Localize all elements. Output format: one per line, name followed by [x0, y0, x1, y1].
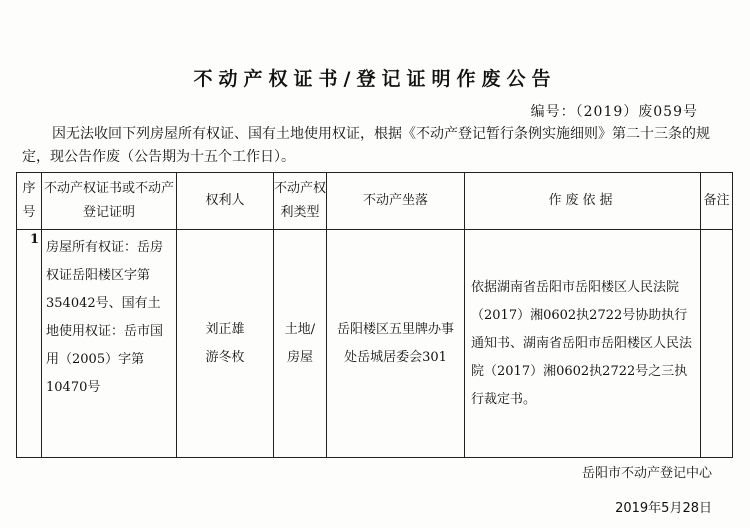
header-holder: 权利人 [177, 173, 274, 230]
cell-location: 岳阳楼区五里牌办事处岳城居委会301 [327, 230, 465, 458]
cell-basis: 依据湖南省岳阳市岳阳楼区人民法院（2017）湘0602执2722号协助执行通知书、湖南省岳阳市岳阳楼区人民法院（2017）湘0602执2722号之三执行裁定书。 [465, 230, 701, 458]
header-location: 不动产坐落 [327, 173, 465, 230]
notice-title: 不动产权证书/登记证明作废公告 [193, 68, 557, 90]
issuer-name: 岳阳市不动产登记中心 [581, 466, 712, 481]
issue-date: 2019年5月28日 [615, 501, 712, 516]
header-basis: 作废依据 [465, 173, 701, 230]
cell-right-type: 土地/房屋 [274, 230, 327, 458]
header-certificate: 不动产权证书或不动产登记证明 [42, 173, 177, 230]
header-seq: 序号 [17, 173, 42, 230]
document-number: 编号：（2019）废059号 [530, 104, 698, 120]
cell-remark [701, 230, 733, 458]
void-certificates-table [16, 172, 733, 458]
intro-paragraph: 因无法收回下列房屋所有权证、国有土地使用权证，根据《不动产登记暂行条例实施细则》第二十三条的规定，现公告作废（公告期为十五个工作日）。 [22, 126, 710, 165]
cell-certificate: 房屋所有权证：岳房权证岳阳楼区字第354042号、国有土地使用权证：岳市国用（2005）字第10470号 [42, 230, 177, 458]
header-right-type: 不动产权利类型 [274, 173, 327, 230]
cell-seq: 1 [17, 230, 42, 458]
table-row [17, 230, 733, 458]
table-header-row [17, 173, 733, 230]
cell-holder: 刘正雄 游冬枚 [177, 230, 274, 458]
header-remark: 备注 [701, 173, 733, 230]
